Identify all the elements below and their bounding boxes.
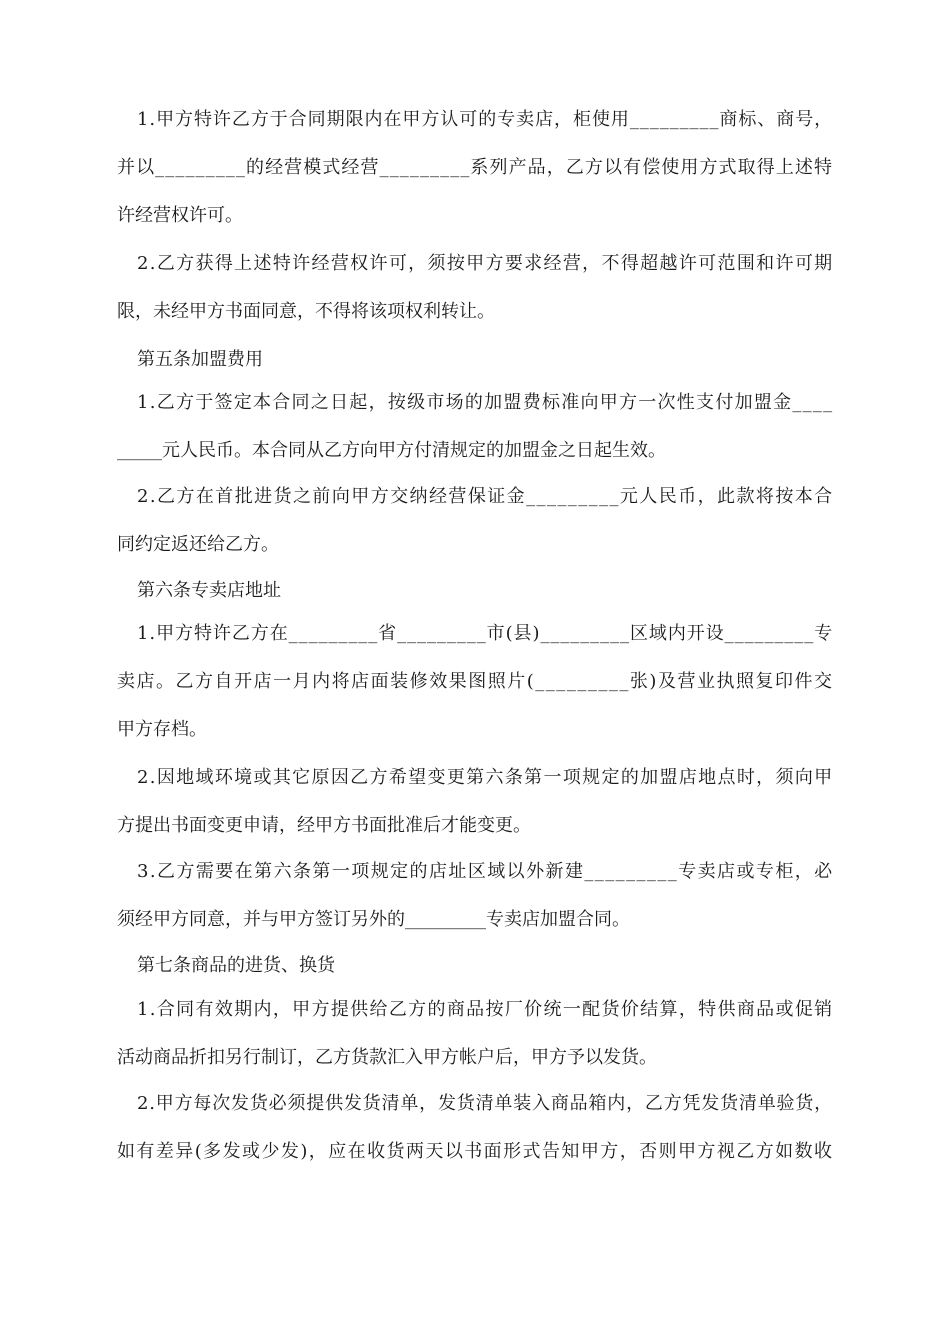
clause-5-item-1-line-2: _____元人民币。本合同从乙方向甲方付清规定的加盟金之日起生效。 — [117, 440, 666, 461]
clause-5-item-2-line-2: 同约定返还给乙方。 — [117, 534, 279, 555]
clause-4-item-1-line-3: 许经营权许可。 — [117, 205, 243, 226]
clause-7-item-1-line-1: 1.合同有效期内，甲方提供给乙方的商品按厂价统一配货价结算，特供商品或促销 — [137, 999, 834, 1020]
clause-5-item-1-line-1: 1.乙方于签定本合同之日起，按级市场的加盟费标准向甲方一次性支付加盟金____ — [137, 392, 834, 413]
clause-6-item-2-line-1: 2.因地域环境或其它原因乙方希望变更第六条第一项规定的加盟店地点时，须向甲 — [137, 767, 834, 788]
clause-5-item-2-line-1: 2.乙方在首批进货之前向甲方交纳经营保证金_________元人民币，此款将按本合 — [137, 486, 834, 507]
clause-6-item-1-line-1: 1.甲方特许乙方在_________省_________市(县)_________区域内开设_________专 — [137, 623, 834, 644]
clause-6-item-1-line-3: 甲方存档。 — [117, 719, 207, 740]
clause-6-heading: 第六条专卖店地址 — [137, 580, 281, 601]
clause-6-item-1-line-2: 卖店。乙方自开店一月内将店面装修效果图照片(_________张)及营业执照复印件交 — [117, 671, 834, 692]
clause-5-heading: 第五条加盟费用 — [137, 349, 263, 370]
clause-6-item-3-line-1: 3.乙方需要在第六条第一项规定的店址区域以外新建_________专卖店或专柜，必 — [137, 861, 834, 882]
clause-4-item-1-line-2: 并以_________的经营模式经营_________系列产品，乙方以有偿使用方式取得上述特 — [117, 157, 834, 178]
clause-4-item-2-line-2: 限，未经甲方书面同意，不得将该项权利转让。 — [117, 301, 495, 322]
clause-4-item-2-line-1: 2.乙方获得上述特许经营权许可，须按甲方要求经营，不得超越许可范围和许可期 — [137, 253, 834, 274]
clause-7-item-1-line-2: 活动商品折扣另行制订，乙方货款汇入甲方帐户后，甲方予以发货。 — [117, 1047, 657, 1068]
clause-7-item-2-line-2: 如有差异(多发或少发)，应在收货两天以书面形式告知甲方，否则甲方视乙方如数收 — [117, 1141, 834, 1162]
clause-7-item-2-line-1: 2.甲方每次发货必须提供发货清单，发货清单装入商品箱内，乙方凭发货清单验货， — [137, 1093, 833, 1114]
clause-6-item-2-line-2: 方提出书面变更申请，经甲方书面批准后才能变更。 — [117, 815, 531, 836]
clause-6-item-3-line-2: 须经甲方同意，并与甲方签订另外的_________专卖店加盟合同。 — [117, 909, 630, 930]
clause-4-item-1-line-1: 1.甲方特许乙方于合同期限内在甲方认可的专卖店，柜使用_________商标、商号， — [137, 109, 834, 130]
clause-7-heading: 第七条商品的进货、换货 — [137, 955, 335, 976]
